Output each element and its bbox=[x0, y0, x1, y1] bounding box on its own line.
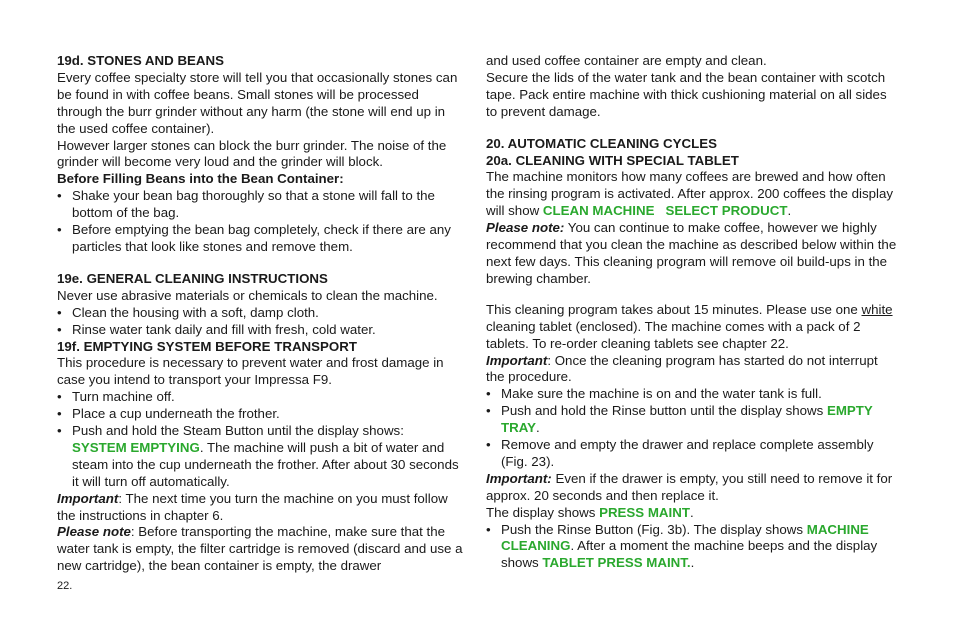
display-text-clean-machine: CLEAN MACHINE bbox=[542, 203, 655, 219]
subheading-before-filling: Before Filling Beans into the Bean Container: bbox=[57, 171, 344, 187]
bullet-list-20a bbox=[486, 386, 898, 471]
paragraph: Secure the lids of the water tank and the bean container with scotch tape. Pack entire machine with thick cushioning material on all sides to prevent damage. bbox=[486, 69, 887, 119]
underlined-word: white bbox=[861, 301, 893, 317]
paragraph: This cleaning program takes about 15 minutes. Please use one white cleaning tablet (enclosed). The machine comes with a pack of 2 tablets. To re-order cleaning tablets see chapter 22. bbox=[486, 301, 893, 351]
paragraph: Never use abrasive materials or chemicals to clean the machine. bbox=[57, 287, 438, 303]
list-item: • Push and hold the Steam Button until the display shows: SYSTEM EMPTYING. The machine will push a bit of water and steam into the cup underneath the frother. After about 30 seconds it will turn off automatically. bbox=[57, 423, 467, 491]
paragraph: This procedure is necessary to prevent water and frost damage in case you intend to transport your Impressa F9. bbox=[57, 355, 444, 388]
display-text-system-emptying: SYSTEM EMPTYING bbox=[72, 439, 200, 455]
list-item: • Remove and empty the drawer and replace complete assembly (Fig. 23). bbox=[486, 437, 898, 471]
list-item: • Rinse water tank daily and fill with fresh, cold water. bbox=[57, 322, 467, 339]
list-item: • Make sure the machine is on and the water tank is full. bbox=[486, 386, 898, 403]
display-text-select-product: SELECT PRODUCT bbox=[665, 203, 788, 219]
paragraph: and used coffee container are empty and clean. bbox=[486, 53, 767, 68]
heading-19d: 19d. STONES AND BEANS bbox=[57, 53, 224, 68]
page-number: 22. bbox=[57, 580, 73, 592]
paragraph: However larger stones can block the burr grinder. The noise of the grinder will become very loud and the grinder will block. bbox=[57, 137, 447, 170]
bullet-list-20a-2 bbox=[486, 522, 898, 573]
list-item: • Turn machine off. bbox=[57, 389, 467, 406]
right-column bbox=[486, 53, 898, 572]
left-column bbox=[57, 53, 467, 575]
list-item: • Place a cup underneath the frother. bbox=[57, 406, 467, 423]
list-item: • Push and hold the Rinse button until the display shows EMPTY TRAY. bbox=[486, 403, 898, 437]
heading-20: 20. AUTOMATIC CLEANING CYCLES bbox=[486, 135, 717, 151]
display-text-press-maint: PRESS MAINT bbox=[599, 504, 690, 520]
important-note: Important: Even if the drawer is empty, you still need to remove it for approx. 20 seconds and then replace it. bbox=[486, 470, 893, 503]
paragraph: Every coffee specialty store will tell you that occasionally stones can be found in with coffee beans. Small stones will be processed through the burr grinder without any harm (the stone will end up in the used coffee container). bbox=[57, 69, 458, 136]
bullet-list-19f bbox=[57, 389, 467, 490]
paragraph: The display shows PRESS MAINT. bbox=[486, 504, 694, 520]
heading-20a: 20a. CLEANING WITH SPECIAL TABLET bbox=[486, 152, 739, 168]
paragraph: The machine monitors how many coffees are brewed and how often the rinsing program is activated. After approx. 200 coffees the display will show CLEAN MACHINE SELECT PRODUCT. bbox=[486, 169, 894, 219]
display-text-tablet-press-maint: TABLET PRESS MAINT. bbox=[542, 555, 691, 571]
important-note: Important: The next time you turn the machine on you must follow the instructions in chapter 6. bbox=[57, 490, 448, 523]
list-item: • Before emptying the bean bag completely, check if there are any particles that look like stones and remove them. bbox=[57, 222, 467, 256]
bullet-list-19d bbox=[57, 188, 467, 256]
list-item: • Shake your bean bag thoroughly so that a stone will fall to the bottom of the bag. bbox=[57, 188, 467, 222]
important-note: Important: Once the cleaning program has started do not interrupt the procedure. bbox=[486, 352, 878, 385]
bullet-list-19e bbox=[57, 305, 467, 339]
please-note: Please note: You can continue to make coffee, however we highly recommend that you clean the machine as described below within the next few days. This cleaning program will remove oil build-ups in the brewing chamber. bbox=[486, 220, 897, 286]
please-note: Please note: Before transporting the machine, make sure that the water tank is empty, the filter cartridge is removed (discard and use a new cartridge), the bean container is empty, the drawer bbox=[57, 524, 463, 574]
list-item: • Clean the housing with a soft, damp cloth. bbox=[57, 305, 467, 322]
heading-19f: 19f. EMPTYING SYSTEM BEFORE TRANSPORT bbox=[57, 338, 357, 354]
list-item: • Push the Rinse Button (Fig. 3b). The display shows MACHINE CLEANING. After a moment the machine beeps and the display shows TABLET PRESS MAINT.. bbox=[486, 522, 898, 573]
display-text-machine-cleaning: MACHINE CLEANING bbox=[501, 521, 869, 554]
heading-19e: 19e. GENERAL CLEANING INSTRUCTIONS bbox=[57, 270, 328, 286]
display-text-empty-tray: EMPTY TRAY bbox=[501, 403, 873, 436]
